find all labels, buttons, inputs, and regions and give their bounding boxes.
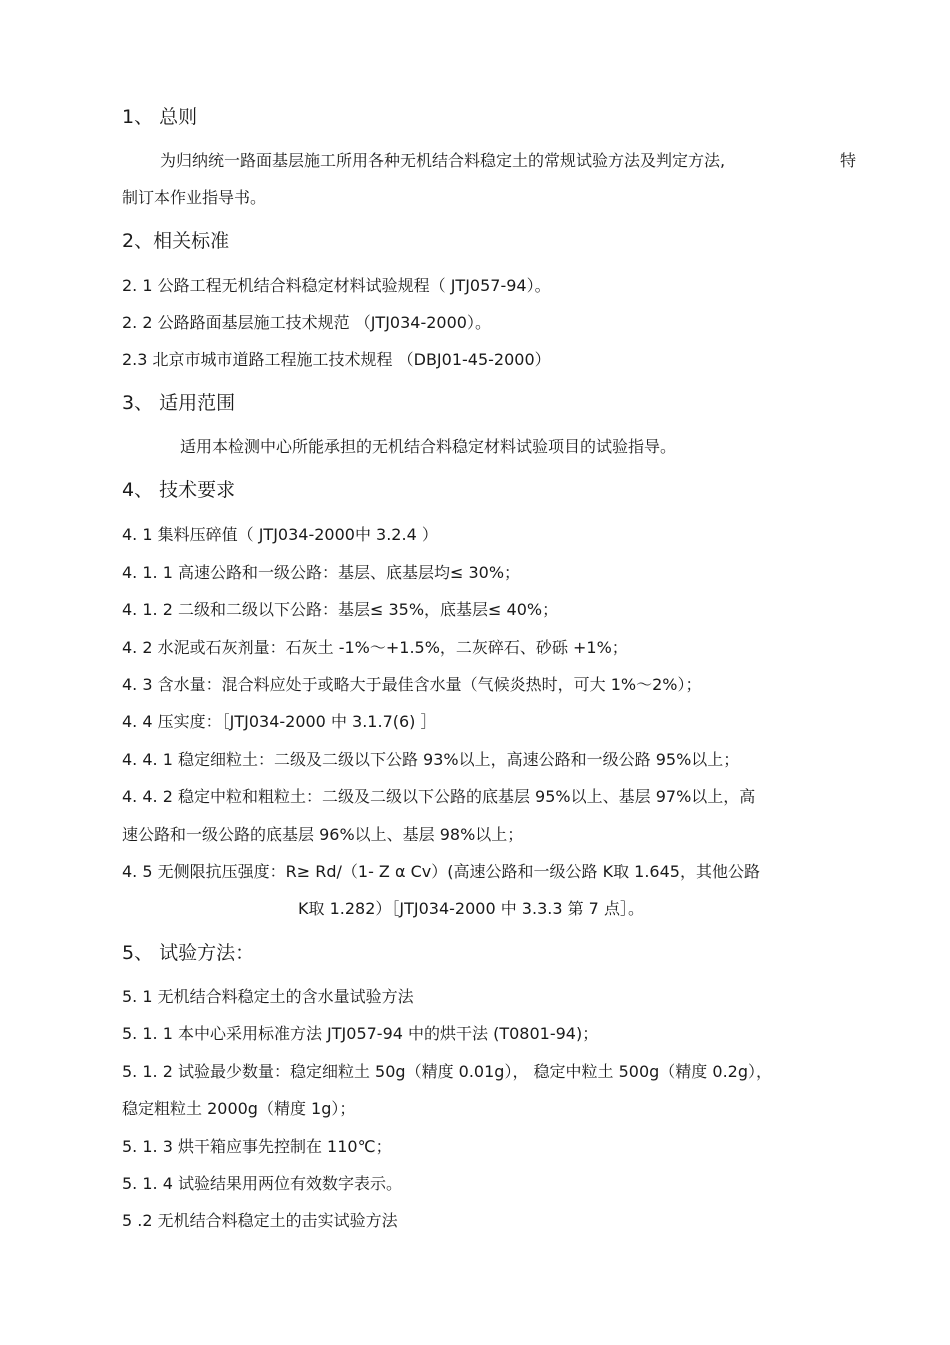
paragraph-line: 适用本检测中心所能承担的无机结合料稳定材料试验项目的试验指导。	[180, 437, 677, 456]
section-3-heading: 3、 适用范围	[122, 392, 236, 414]
list-item: 2. 2 公路路面基层施工技术规范 （JTJ034-2000）。	[122, 313, 491, 332]
list-item: 5. 1. 1 本中心采用标准方法 JTJ057-94 中的烘干法 (T0801-94)；	[122, 1024, 599, 1043]
list-item: 2. 1 公路工程无机结合料稳定材料试验规程（ JTJ057-94）。	[122, 276, 551, 295]
list-item: 4. 1. 1 高速公路和一级公路：基层、底基层均≤ 30%；	[122, 563, 521, 582]
list-item: 4. 4. 2 稳定中粒和粗粒土：二级及二级以下公路的底基层 95%以上、基层 97%以上，高	[122, 787, 756, 806]
list-item: 2.3 北京市城市道路工程施工技术规程 （DBJ01-45-2000）	[122, 350, 551, 369]
list-item: 4. 4 压实度：［JTJ034-2000 中 3.1.7(6) ］	[122, 712, 437, 731]
section-2-heading: 2、相关标准	[122, 230, 230, 252]
list-item: 5. 1. 2 试验最少数量：稳定细粒土 50g（精度 0.01g）， 稳定中粒土 500g（精度 0.2g），	[122, 1062, 772, 1081]
paragraph-line: 特	[840, 151, 857, 170]
paragraph-line: 制订本作业指导书。	[122, 188, 267, 207]
list-item-continuation: 稳定粗粒土 2000g（精度 1g）；	[122, 1099, 356, 1118]
list-item: 4. 4. 1 稳定细粒土：二级及二级以下公路 93%以上，高速公路和一级公路 95%以上；	[122, 750, 740, 769]
list-item: 5 .2 无机结合料稳定土的击实试验方法	[122, 1211, 398, 1230]
list-item: 5. 1. 3 烘干箱应事先控制在 110℃；	[122, 1137, 392, 1156]
list-item: 5. 1 无机结合料稳定土的含水量试验方法	[122, 987, 414, 1006]
list-item-continuation: K取 1.282）［JTJ034-2000 中 3.3.3 第 7 点］。	[298, 899, 644, 918]
paragraph-line: 为归纳统一路面基层施工所用各种无机结合料稳定土的常规试验方法及判定方法,	[160, 151, 726, 170]
section-1-heading: 1、 总则	[122, 106, 198, 128]
list-item: 5. 1. 4 试验结果用两位有效数字表示。	[122, 1174, 402, 1193]
list-item-continuation: 速公路和一级公路的底基层 96%以上、基层 98%以上；	[122, 825, 524, 844]
list-item: 4. 3 含水量：混合料应处于或略大于最佳含水量（气候炎热时，可大 1%～2%）；	[122, 675, 702, 694]
list-item: 4. 5 无侧限抗压强度：R≥ Rd/（1- Z α Cv）(高速公路和一级公路 K取 1.645，其他公路	[122, 862, 760, 881]
list-item: 4. 2 水泥或石灰剂量：石灰土 -1%～+1.5%，二灰碎石、砂砾 +1%；	[122, 638, 628, 657]
section-5-heading: 5、 试验方法：	[122, 942, 255, 964]
list-item: 4. 1. 2 二级和二级以下公路：基层≤ 35%，底基层≤ 40%；	[122, 600, 559, 619]
section-4-heading: 4、 技术要求	[122, 479, 236, 501]
list-item: 4. 1 集料压碎值（ JTJ034-2000中 3.2.4 ）	[122, 525, 438, 544]
